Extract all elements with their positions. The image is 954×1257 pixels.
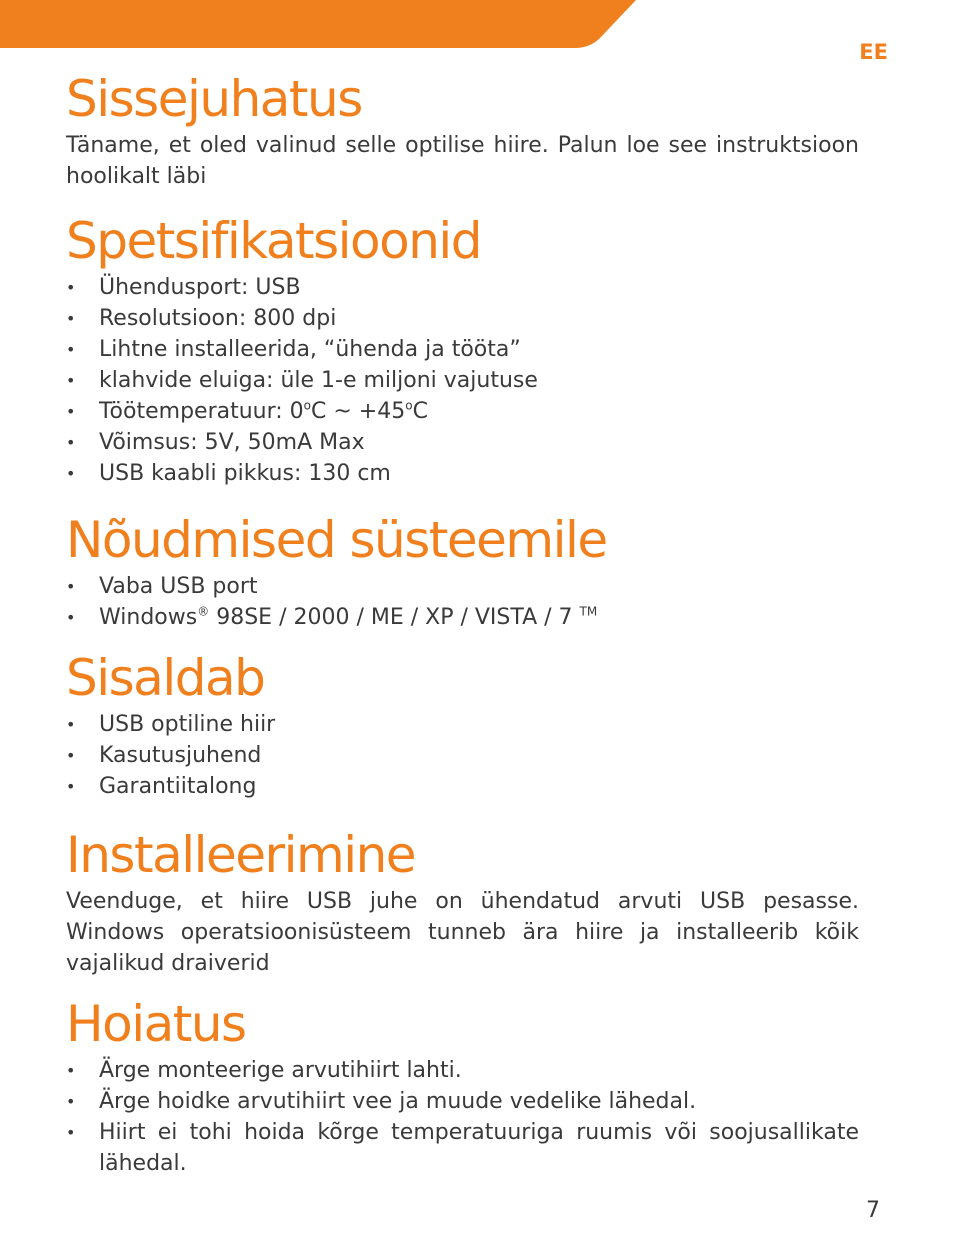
list-item-text: Töötemperatuur: 0 bbox=[99, 399, 304, 424]
section-title-requirements: Nõudmised süsteemile bbox=[66, 511, 607, 569]
trademark-mark: TM bbox=[579, 604, 598, 619]
list-item-text: Windows bbox=[99, 605, 198, 630]
list-item bbox=[66, 1086, 859, 1117]
requirements-list bbox=[66, 571, 859, 633]
list-item-text: Resolutsioon: 800 dpi bbox=[99, 306, 337, 331]
list-item-text: C ~ +45 bbox=[311, 399, 406, 424]
header-banner bbox=[0, 0, 640, 50]
list-item-text: Lihtne installeerida, “ühenda ja tööta” bbox=[99, 337, 521, 362]
list-item bbox=[66, 571, 859, 602]
bullet-icon: • bbox=[66, 433, 76, 452]
bullet-icon: • bbox=[66, 464, 76, 483]
list-item-text: Ärge monteerige arvutihiirt lahti. bbox=[99, 1058, 462, 1083]
list-item-text: C bbox=[412, 399, 428, 424]
list-item bbox=[66, 1055, 859, 1086]
list-item bbox=[66, 740, 859, 771]
spec-list bbox=[66, 272, 859, 489]
section-intro bbox=[66, 68, 859, 192]
list-item bbox=[66, 272, 859, 303]
bullet-icon: • bbox=[66, 1061, 76, 1080]
section-title-intro: Sissejuhatus bbox=[66, 70, 362, 128]
list-item-text: Garantiitalong bbox=[99, 774, 257, 799]
installation-paragraph: Veenduge, et hiire USB juhe on ühendatud arvuti USB pesasse. Windows operatsioonisüsteem tunneb ära hiire ja installeerib kõik vajalikud draiverid bbox=[66, 889, 859, 976]
bullet-icon: • bbox=[66, 777, 76, 796]
list-item-text: USB kaabli pikkus: 130 cm bbox=[99, 461, 391, 486]
section-title-warning: Hoiatus bbox=[66, 995, 246, 1053]
warning-list bbox=[66, 1055, 859, 1179]
section-title-includes: Sisaldab bbox=[66, 649, 265, 707]
page-content bbox=[66, 68, 859, 1179]
degree-mark: o bbox=[405, 398, 413, 413]
section-requirements bbox=[66, 509, 859, 633]
page-number: 7 bbox=[866, 1198, 880, 1223]
list-item bbox=[66, 1117, 859, 1179]
list-item-text: 98SE / 2000 / ME / XP / VISTA / 7 bbox=[209, 605, 580, 630]
bullet-icon: • bbox=[66, 371, 76, 390]
bullet-icon: • bbox=[66, 340, 76, 359]
includes-list bbox=[66, 709, 859, 802]
bullet-icon: • bbox=[66, 608, 76, 627]
list-item-text: Kasutusjuhend bbox=[99, 743, 262, 768]
language-code: EE bbox=[859, 40, 888, 64]
list-item-text: Võimsus: 5V, 50mA Max bbox=[99, 430, 365, 455]
registered-mark: ® bbox=[197, 604, 210, 619]
degree-mark: o bbox=[303, 398, 312, 413]
list-item-text: Hiirt ei tohi hoida kõrge temperatuuriga ruumis või soojusallikate lähedal. bbox=[99, 1120, 859, 1176]
list-item bbox=[66, 771, 859, 802]
section-title-installation: Installeerimine bbox=[66, 826, 416, 884]
list-item-text: klahvide eluiga: üle 1-e miljoni vajutuse bbox=[99, 368, 538, 393]
list-item bbox=[66, 458, 859, 489]
section-specifications bbox=[66, 210, 859, 489]
bullet-icon: • bbox=[66, 746, 76, 765]
intro-paragraph: Täname, et oled valinud selle optilise hiire. Palun loe see instruktsioon hoolikalt läbi bbox=[66, 133, 859, 189]
list-item-text: Vaba USB port bbox=[99, 574, 258, 599]
list-item bbox=[66, 602, 859, 633]
list-item bbox=[66, 303, 859, 334]
bullet-icon: • bbox=[66, 278, 76, 297]
bullet-icon: • bbox=[66, 1123, 76, 1142]
section-title-specifications: Spetsifikatsioonid bbox=[66, 212, 482, 270]
list-item bbox=[66, 427, 859, 458]
bullet-icon: • bbox=[66, 1092, 76, 1111]
list-item bbox=[66, 334, 859, 365]
section-warning bbox=[66, 993, 859, 1179]
section-installation bbox=[66, 824, 859, 979]
list-item-text: USB optiline hiir bbox=[99, 712, 276, 737]
bullet-icon: • bbox=[66, 577, 76, 596]
bullet-icon: • bbox=[66, 715, 76, 734]
list-item-text: Ühendusport: USB bbox=[99, 275, 301, 300]
list-item bbox=[66, 365, 859, 396]
list-item-text: Ärge hoidke arvutihiirt vee ja muude vedelike lähedal. bbox=[99, 1089, 697, 1114]
list-item bbox=[66, 396, 859, 427]
list-item bbox=[66, 709, 859, 740]
bullet-icon: • bbox=[66, 309, 76, 328]
bullet-icon: • bbox=[66, 402, 76, 421]
section-includes bbox=[66, 647, 859, 802]
